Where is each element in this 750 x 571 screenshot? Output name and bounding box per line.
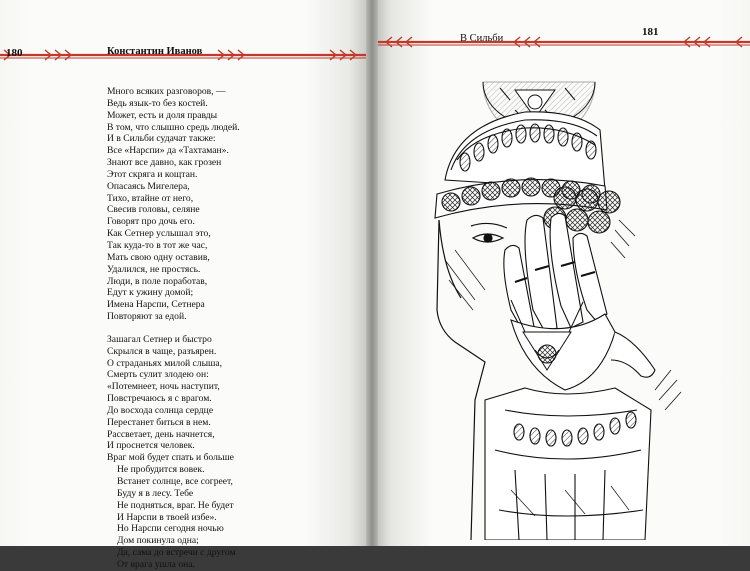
verse-line: Зашагал Сетнер и быстро [107,333,212,345]
verse-line: Все «Нарспи» да «Тахтаман». [107,145,229,157]
verse-line: От врага ушла она. [117,558,195,570]
left-running-head: Константин Иванов [107,46,203,57]
stanza-break [107,323,337,334]
verse-line: Враг мой будет спать и больше [107,452,234,464]
headdress [435,112,620,233]
verse-line: Перестанет биться в нем. [107,416,211,428]
verse-line: Этот скряга и кощтан. [107,168,198,180]
verse-line: И проснется человек. [107,440,195,452]
verse-line: Едут к ужину домой; [107,287,194,299]
verse-line: Буду я в лесу. Тебе [117,487,194,499]
verse-line: Имена Нарспи, Сетнера [107,299,205,311]
verse-line: Мать свою одну оставив, [107,251,210,263]
verse-line: Скрылся в чаще, разъярен. [107,345,217,357]
verse-line: До восхода солнца сердце [107,404,214,416]
right-header-ornament [372,30,750,48]
right-page-number: 181 [642,26,659,38]
sleeve [485,388,651,540]
hand [504,213,655,390]
verse-line: Люди, в поле поработав, [107,275,208,287]
right-running-head: В Сильби [460,33,504,44]
shading-strokes [611,220,681,410]
verse-line: Удалился, не простясь. [107,263,201,275]
verse-line: И в Сильби судачат также: [107,133,216,145]
verse-line: Опасаясь Мигелера, [107,180,190,192]
verse-line: И Нарспи в твоей избе». [117,511,217,523]
verse-line: Может, есть и доля правды [107,109,218,121]
left-page-number: 180 [6,47,23,59]
verse-line: Как Сетнер услышал это, [107,228,211,240]
verse-line: «Потемнеет, ночь наступит, [107,381,220,393]
verse-line: Так куда-то в тот же час, [107,239,208,251]
verse-line: Да, сама до встречи с другом [117,547,236,559]
verse-line: Смерть сулит злодею он: [107,369,209,381]
verse-line: В том, что слышно средь людей. [107,121,240,133]
verse-line: Ведь язык-то без костей. [107,97,208,109]
verse-line: Повторяют за едой. [107,311,187,323]
illustration-woman-headdress [415,70,745,540]
verse-line: Дом покинула одна; [117,535,199,547]
verse-line: Свесив головы, селяне [107,204,200,216]
verse-line: Встанет солнце, все согреет, [117,476,233,487]
poem-text [107,86,337,571]
verse-line: Не подняться, враг. Не будет [117,499,234,511]
verse-line: Повстречаюсь я с врагом. [107,393,212,405]
verse-line: Рассветает, день начнется, [107,428,215,440]
verse-line: Много всяких разговоров, — [107,86,226,97]
verse-line: Не пробудится вовек. [117,464,205,476]
verse-line: Но Нарспи сегодня ночью [117,523,224,535]
verse-line: Тихо, втайне от него, [107,192,194,204]
verse-line: Говорят про дочь его. [107,216,195,228]
book-gutter [366,0,378,546]
verse-line: Знают все давно, как грозен [107,157,222,169]
verse-line: О страданьях милой слыша, [107,357,223,369]
